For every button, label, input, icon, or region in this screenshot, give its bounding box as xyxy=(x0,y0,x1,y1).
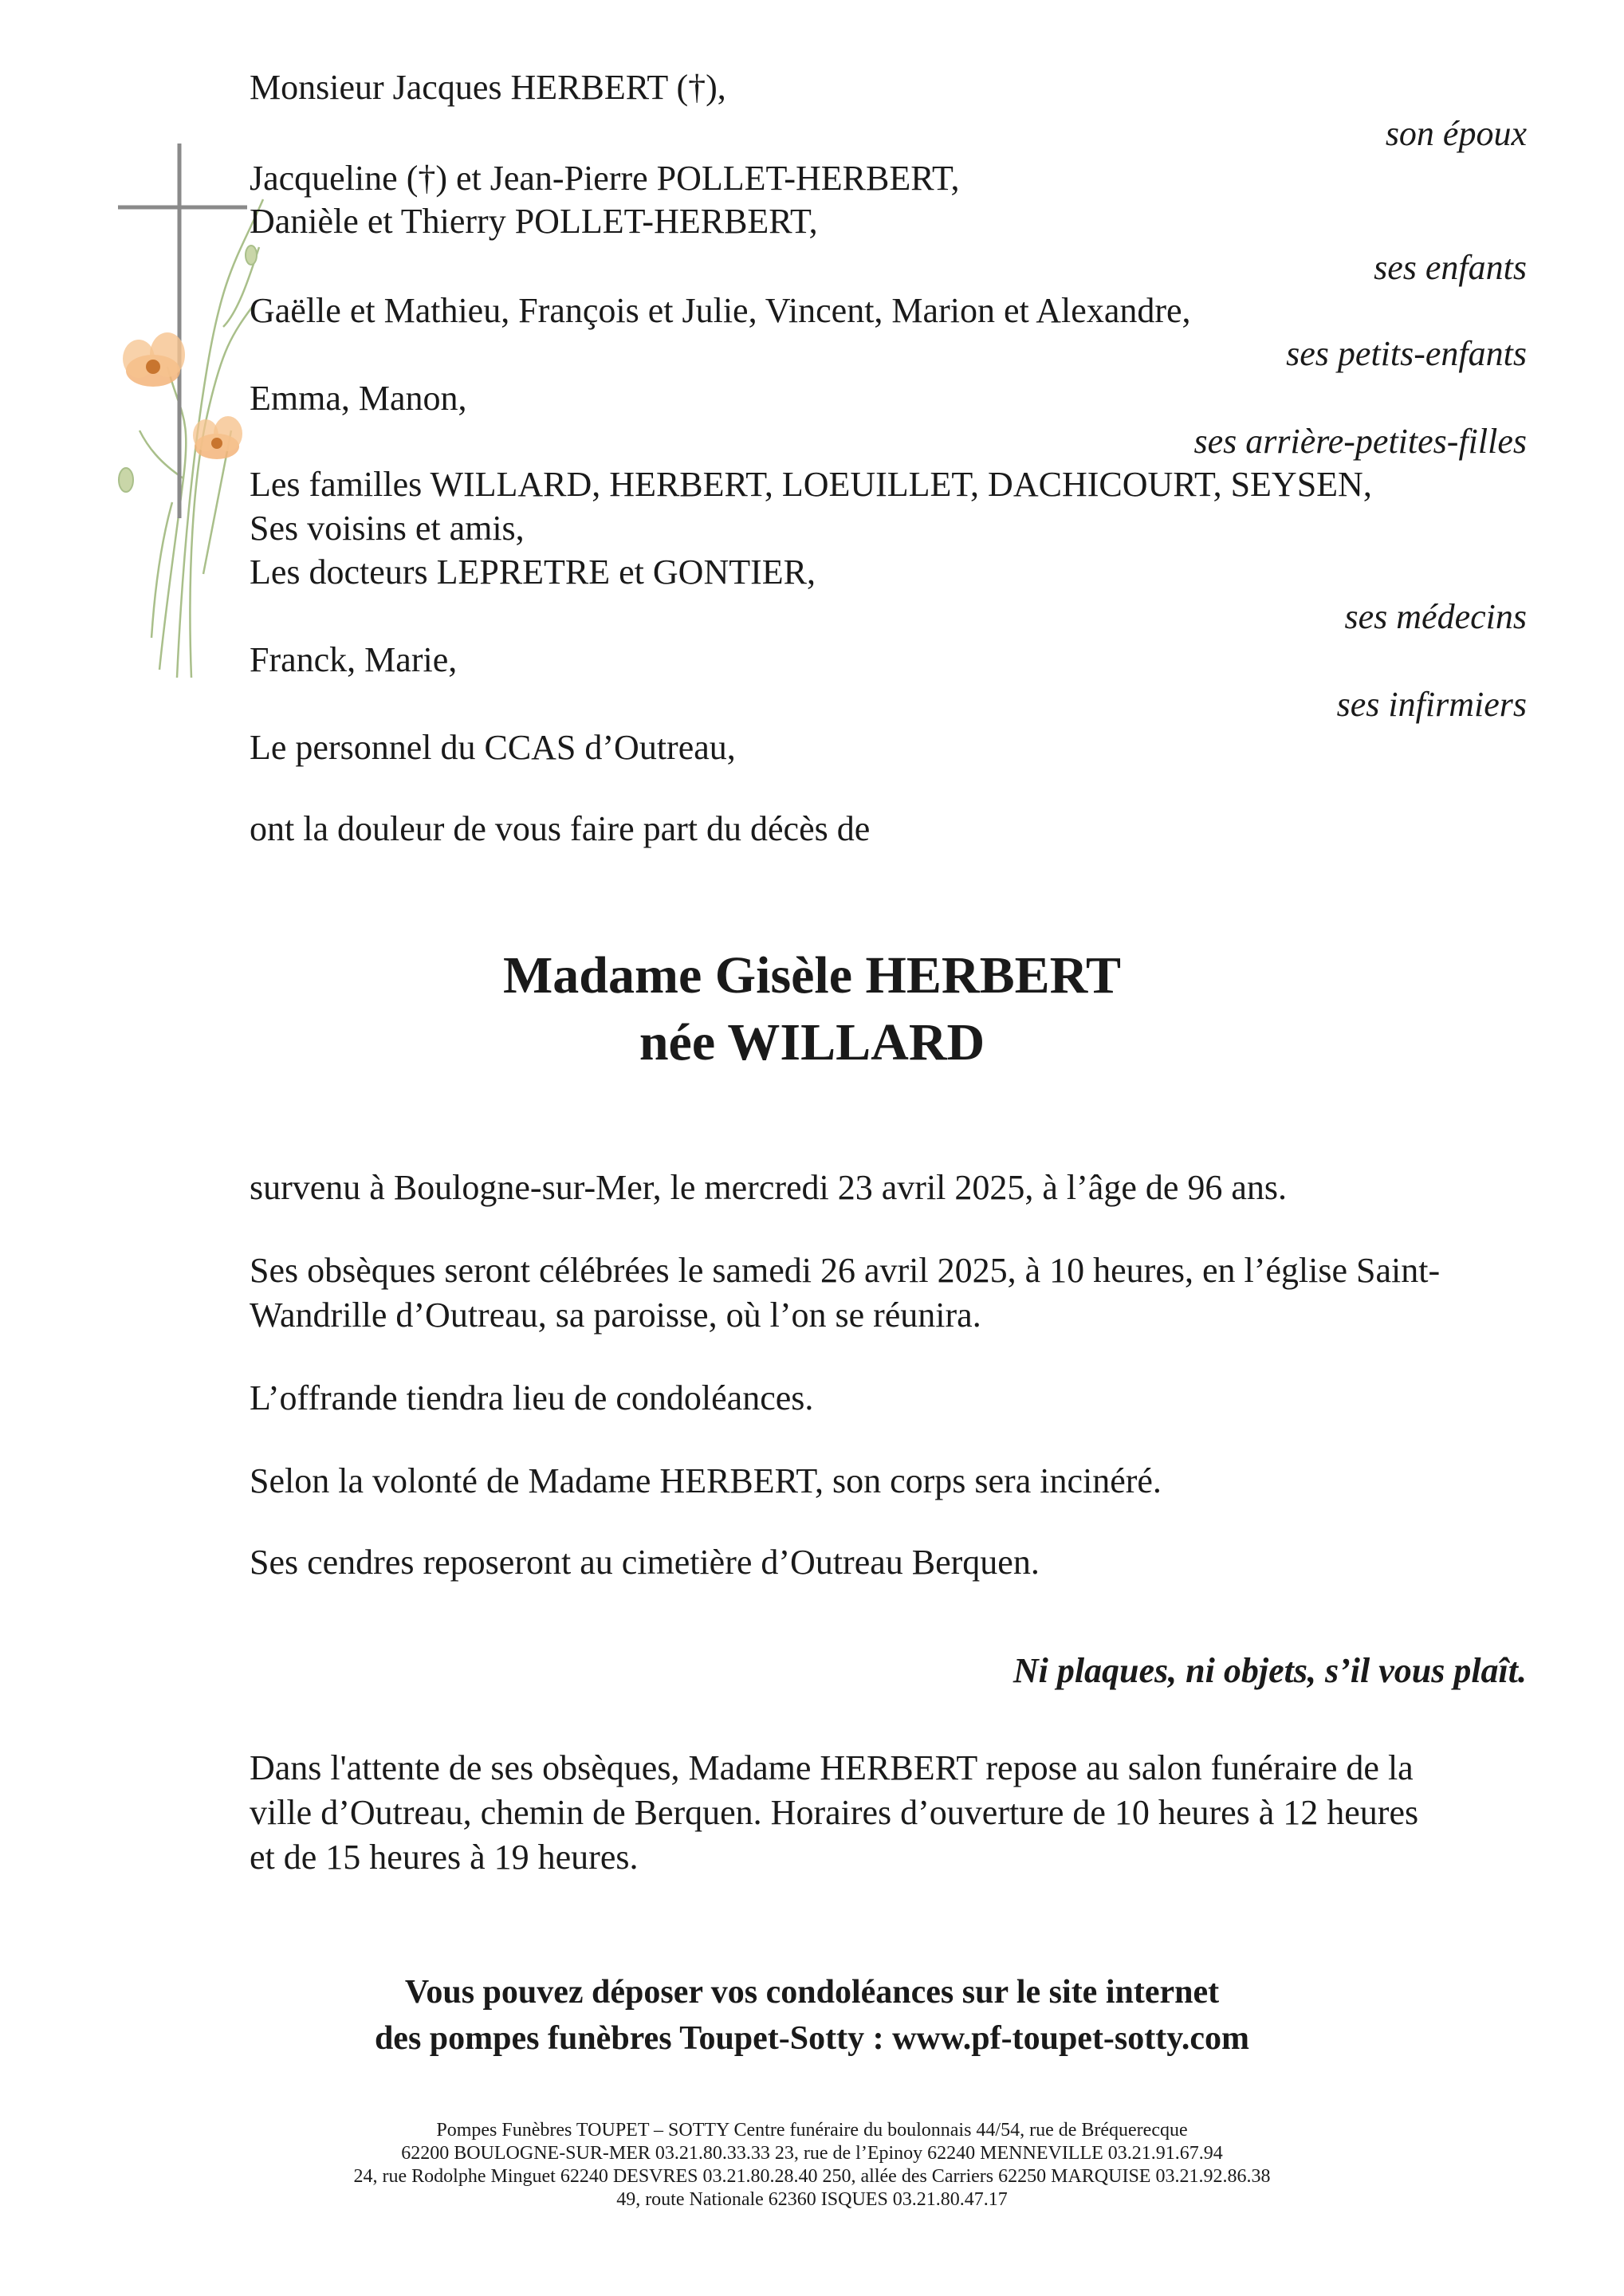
footer-line: 62200 BOULOGNE-SUR-MER 03.21.80.33.33 23, rue de l’Epinoy 62240 MENNEVILLE 03.21.91.67.94 xyxy=(401,2143,1223,2164)
offering-notice: L’offrande tiendra lieu de condoléances. xyxy=(250,1378,814,1417)
family-husband: Monsieur Jacques HERBERT (†), xyxy=(250,68,726,107)
family-children-1: Jacqueline (†) et Jean-Pierre POLLET-HERBERT, xyxy=(250,159,960,198)
footer-line: Pompes Funèbres TOUPET – SOTTY Centre funéraire du boulonnais 44/54, rue de Bréquerecque xyxy=(436,2120,1188,2141)
ashes-notice: Ses cendres reposeront au cimetière d’Outreau Berquen. xyxy=(250,1543,1040,1582)
family-grandchildren: Gaëlle et Mathieu, François et Julie, Vincent, Marion et Alexandre, xyxy=(250,291,1191,330)
family-great-grandchildren: Emma, Manon, xyxy=(250,379,467,418)
deceased-name: Madame Gisèle HERBERT xyxy=(503,946,1121,1005)
condolences-website: des pompes funèbres Toupet-Sotty : www.pf-toupet-sotty.com xyxy=(374,2020,1250,2057)
funeral-home-line: ville d’Outreau, chemin de Berquen. Horaires d’ouverture de 10 heures à 12 heures xyxy=(250,1793,1419,1832)
family-ccas-staff: Le personnel du CCAS d’Outreau, xyxy=(250,728,736,767)
funeral-home-line: Dans l'attente de ses obsèques, Madame HERBERT repose au salon funéraire de la xyxy=(250,1748,1414,1787)
announcement-intro: ont la douleur de vous faire part du décès de xyxy=(250,809,871,848)
cremation-notice: Selon la volonté de Madame HERBERT, son corps sera incinéré. xyxy=(250,1461,1162,1500)
funeral-home-line: et de 15 heures à 19 heures. xyxy=(250,1838,639,1877)
family-families: Les familles WILLARD, HERBERT, LOEUILLET, DACHICOURT, SEYSEN, xyxy=(250,465,1372,504)
cross-icon xyxy=(118,144,247,518)
deceased-maiden-name: née WILLARD xyxy=(639,1013,985,1071)
relation-label: ses médecins xyxy=(1344,597,1527,636)
poppy-flower-icon xyxy=(123,332,185,387)
relation-label: ses enfants xyxy=(1374,248,1527,287)
family-doctors: Les docteurs LEPRETRE et GONTIER, xyxy=(250,552,816,592)
death-notice: survenu à Boulogne-sur-Mer, le mercredi 23 avril 2025, à l’âge de 96 ans. xyxy=(250,1168,1288,1207)
funeral-details-line: Wandrille d’Outreau, sa paroisse, où l’on se réunira. xyxy=(250,1295,981,1335)
funeral-details-line: Ses obsèques seront célébrées le samedi 26 avril 2025, à 10 heures, en l’église Saint- xyxy=(250,1251,1441,1290)
poppy-flower-icon xyxy=(193,416,242,459)
family-neighbours: Ses voisins et amis, xyxy=(250,509,525,548)
relation-label: son époux xyxy=(1385,114,1527,153)
family-children-2: Danièle et Thierry POLLET-HERBERT, xyxy=(250,202,818,241)
condolences-notice: Vous pouvez déposer vos condoléances sur le site internet xyxy=(404,1974,1220,2011)
footer-line: 49, route Nationale 62360 ISQUES 03.21.80.47.17 xyxy=(616,2189,1008,2210)
relation-label: ses arrière-petites-filles xyxy=(1193,422,1527,461)
footer-line: 24, rue Rodolphe Minguet 62240 DESVRES 03.21.80.28.40 250, allée des Carriers 62250 MARQUISE 03.21.92.86.38 xyxy=(353,2166,1271,2187)
relation-label: ses infirmiers xyxy=(1336,685,1527,724)
relation-label: ses petits-enfants xyxy=(1286,334,1527,373)
no-plaques-notice: Ni plaques, ni objets, s’il vous plaît. xyxy=(1013,1651,1527,1690)
family-nurses: Franck, Marie, xyxy=(250,640,458,679)
